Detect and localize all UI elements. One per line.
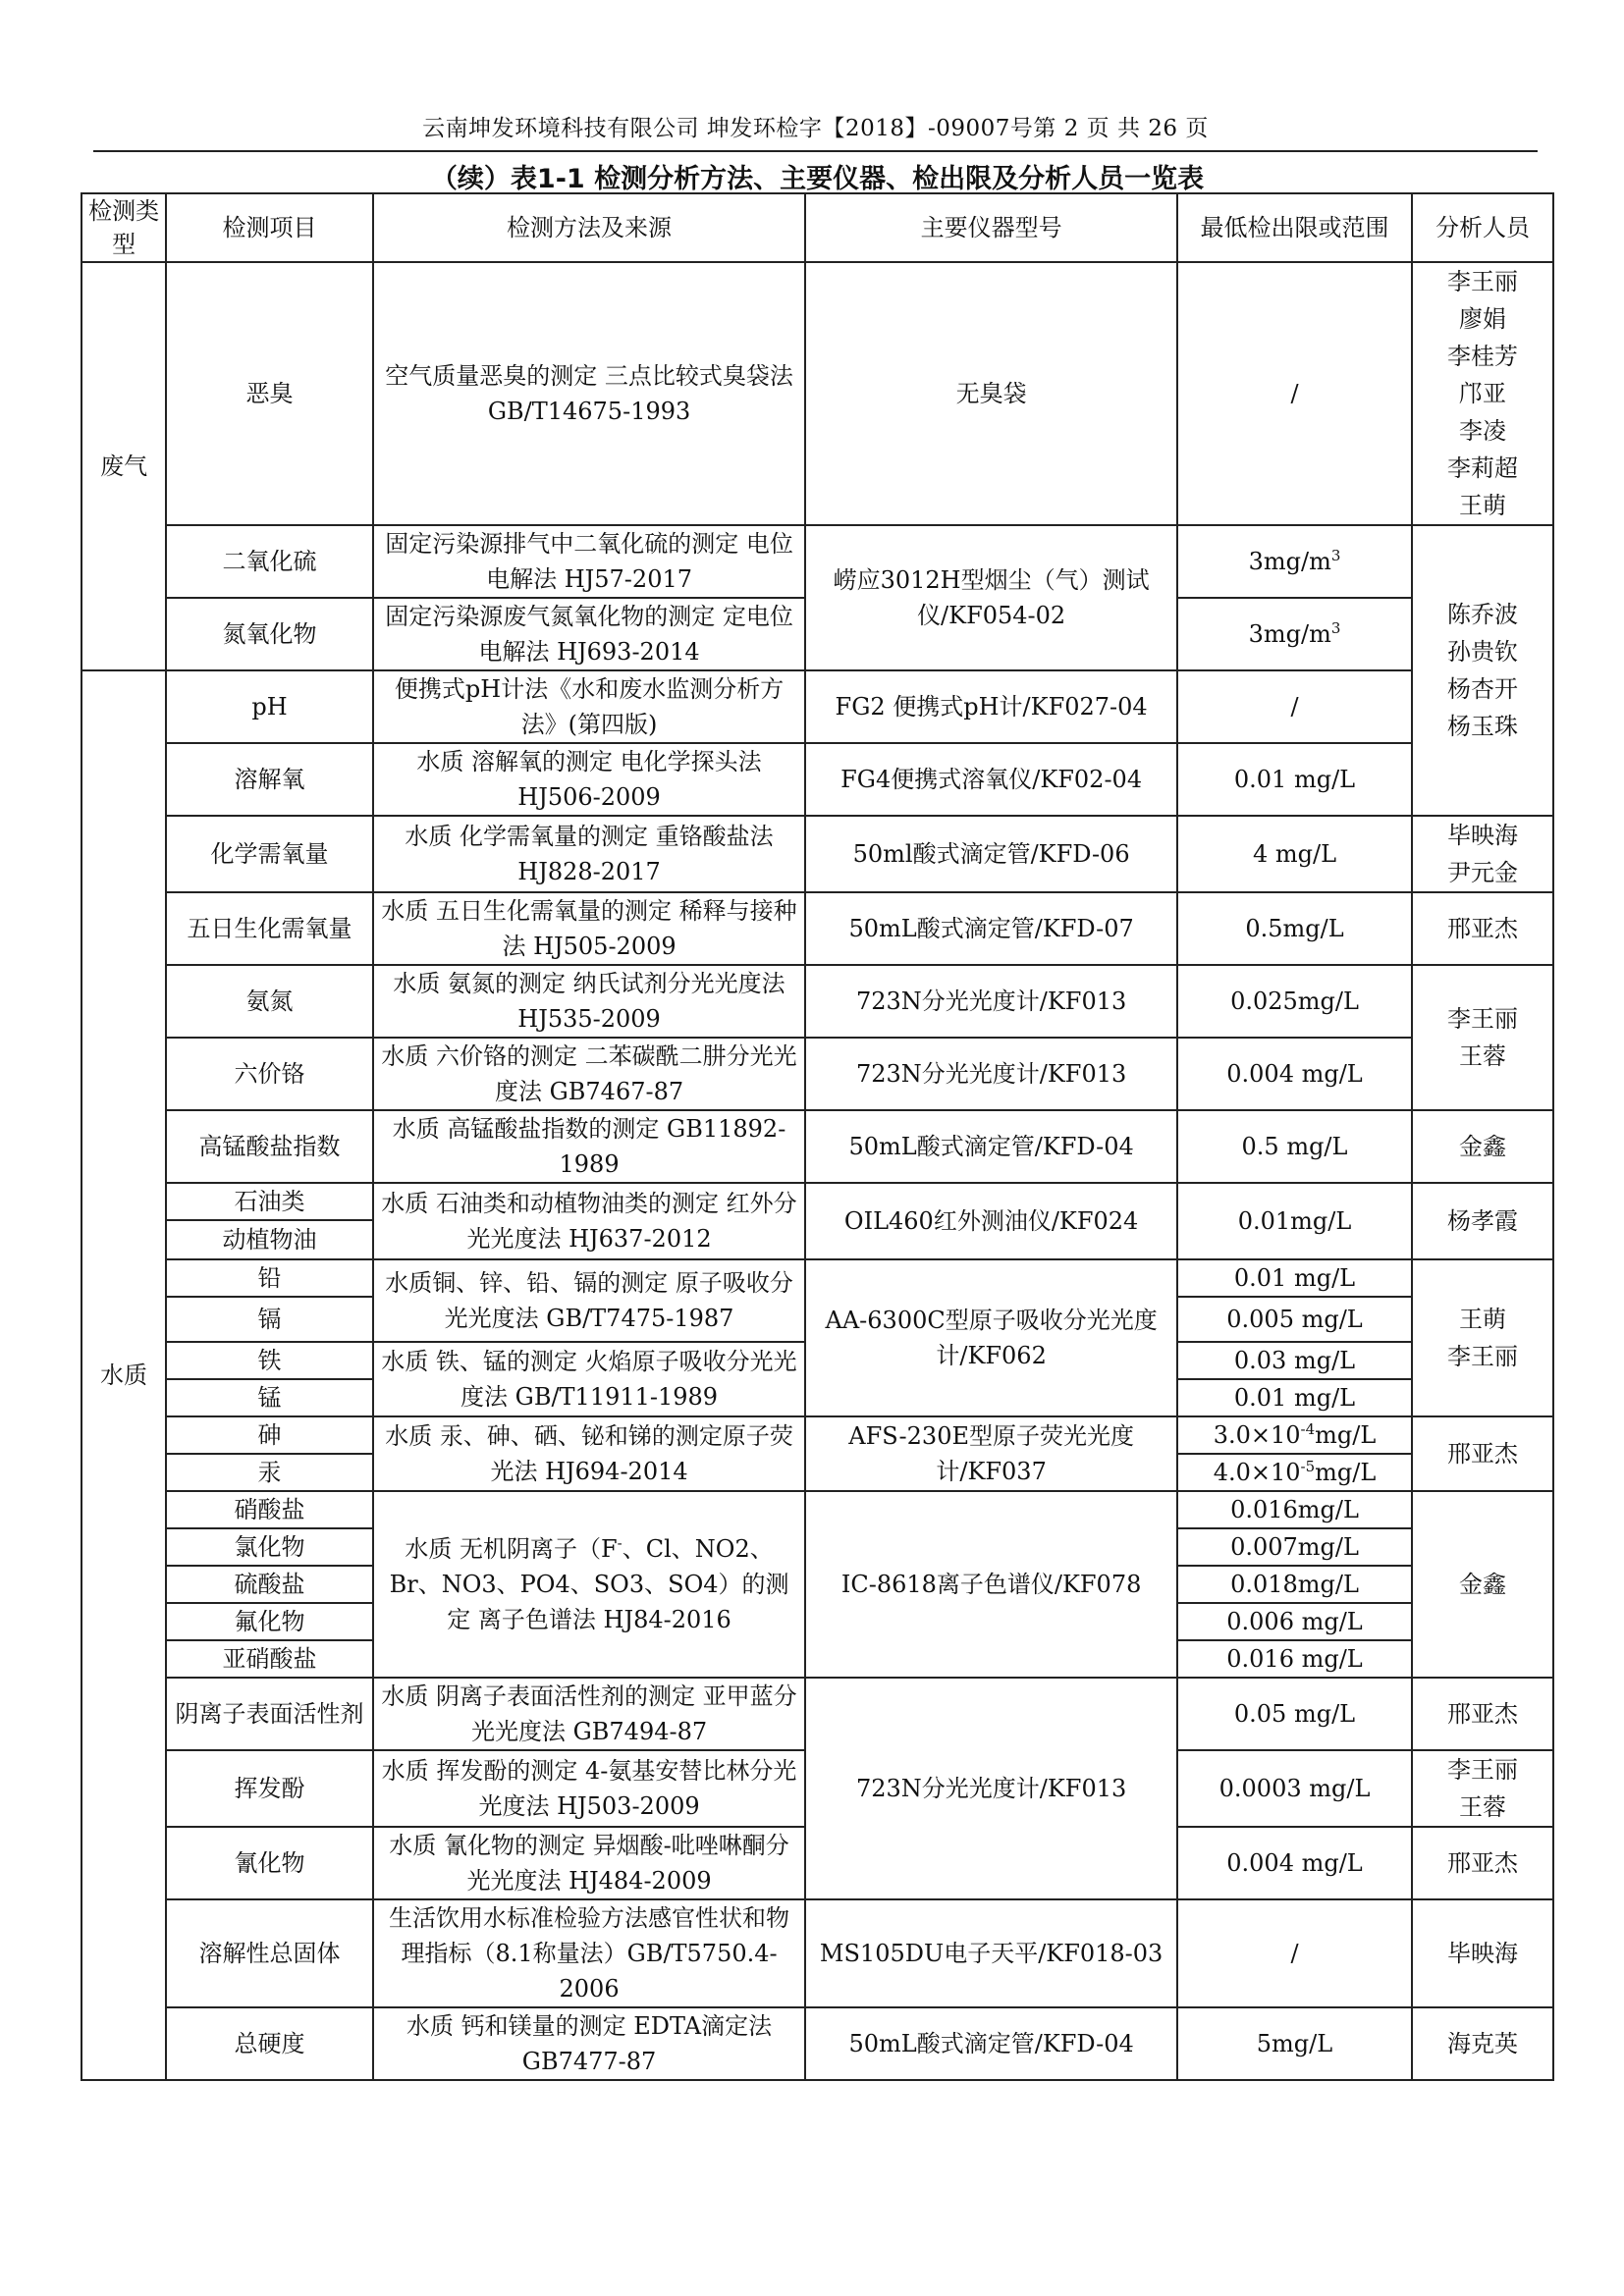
- item-cell: 五日生化需氧量: [166, 892, 372, 965]
- item-cell: 挥发酚: [166, 1750, 372, 1827]
- instrument-cell: AFS-230E型原子荧光光度计/KF037: [805, 1416, 1177, 1491]
- analyst-name: 李莉超: [1447, 454, 1519, 482]
- method-cell: 便携式pH计法《水和废水监测分析方法》(第四版): [373, 670, 806, 743]
- limit-cell: 0.016mg/L: [1177, 1491, 1412, 1528]
- limit-cell: 0.01 mg/L: [1177, 1259, 1412, 1297]
- analyst-cell: 杨孝霞: [1412, 1183, 1553, 1259]
- instrument-cell: 50ml酸式滴定管/KFD-06: [805, 816, 1177, 892]
- limit-superscript: 3: [1330, 619, 1341, 637]
- table-row: [81, 892, 1553, 965]
- analyst-cell: 邢亚杰: [1412, 1678, 1553, 1750]
- limit-text: 3mg/m: [1248, 620, 1331, 648]
- item-cell: 六价铬: [166, 1038, 372, 1110]
- col-header-type: 检测类型: [81, 193, 166, 262]
- limit-text: 4.0×10: [1213, 1459, 1301, 1486]
- limit-cell: 0.025mg/L: [1177, 965, 1412, 1038]
- limit-cell: 0.03 mg/L: [1177, 1342, 1412, 1379]
- col-header-instrument: 主要仪器型号: [805, 193, 1177, 262]
- limit-cell: 0.006 mg/L: [1177, 1603, 1412, 1640]
- method-cell: 生活饮用水标准检验方法感官性状和物理指标（8.1称量法）GB/T5750.4-2006: [373, 1899, 806, 2007]
- limit-cell: 0.004 mg/L: [1177, 1038, 1412, 1110]
- page-header: 云南坤发环境科技有限公司 坤发环检字【2018】-09007号第 2 页 共 26 页: [422, 116, 1209, 141]
- instrument-cell: MS105DU电子天平/KF018-03: [805, 1899, 1177, 2007]
- method-cell: 水质 化学需氧量的测定 重铬酸盐法 HJ828-2017: [373, 816, 806, 892]
- instrument-cell: 723N分光光度计/KF013: [805, 1678, 1177, 1899]
- analyst-name: 尹元金: [1447, 859, 1519, 886]
- table-title: （续）表1-1 检测分析方法、主要仪器、检出限及分析人员一览表: [430, 164, 1205, 194]
- table-row: [81, 743, 1553, 816]
- limit-cell: 0.016 mg/L: [1177, 1640, 1412, 1678]
- item-cell: 总硬度: [166, 2007, 372, 2080]
- header-rule: [93, 150, 1538, 152]
- analyst-name: 杨杏开: [1447, 675, 1519, 703]
- analyst-cell: [1412, 1750, 1553, 1827]
- instrument-cell: 50mL酸式滴定管/KFD-04: [805, 1110, 1177, 1183]
- analyst-name: 李桂芳: [1447, 343, 1519, 370]
- limit-cell: 0.01 mg/L: [1177, 1379, 1412, 1416]
- item-cell: 硫酸盐: [166, 1566, 372, 1603]
- item-cell: pH: [166, 670, 372, 743]
- charge-superscript: -: [617, 1534, 623, 1552]
- instrument-cell: 50mL酸式滴定管/KFD-04: [805, 2007, 1177, 2080]
- item-cell: 氰化物: [166, 1827, 372, 1899]
- table-row: [81, 1899, 1553, 2007]
- item-cell: 溶解氧: [166, 743, 372, 816]
- instrument-cell: 723N分光光度计/KF013: [805, 965, 1177, 1038]
- limit-cell: /: [1177, 670, 1412, 743]
- analyst-name: 王萌: [1459, 492, 1507, 519]
- analyst-name: 王蓉: [1459, 1793, 1507, 1821]
- analyst-name: 李王丽: [1447, 1756, 1519, 1784]
- instrument-cell: OIL460红外测油仪/KF024: [805, 1183, 1177, 1259]
- table-row: [81, 1491, 1553, 1528]
- analyst-cell: 邢亚杰: [1412, 1827, 1553, 1899]
- limit-cell: [1177, 525, 1412, 598]
- item-cell: 亚硝酸盐: [166, 1640, 372, 1678]
- col-header-method: 检测方法及来源: [373, 193, 806, 262]
- method-cell: 水质 阴离子表面活性剂的测定 亚甲蓝分光光度法 GB7494-87: [373, 1678, 806, 1750]
- method-cell: 水质 钙和镁量的测定 EDTA滴定法 GB7477-87: [373, 2007, 806, 2080]
- table-row: [81, 1259, 1553, 1297]
- method-text: 、Cl、NO2、Br、NO3、PO4、SO3、SO4）的测定 离子色谱法 HJ84-2016: [389, 1535, 789, 1633]
- item-cell: 动植物油: [166, 1220, 372, 1259]
- analyst-cell: 邢亚杰: [1412, 892, 1553, 965]
- item-cell: 锰: [166, 1379, 372, 1416]
- limit-cell: 0.5mg/L: [1177, 892, 1412, 965]
- method-cell: 固定污染源废气氮氧化物的测定 定电位电解法 HJ693-2014: [373, 598, 806, 670]
- table-row: [81, 1110, 1553, 1183]
- analyst-name: 王萌: [1459, 1306, 1507, 1333]
- limit-text: 3.0×10: [1213, 1421, 1301, 1449]
- limit-text: 3mg/m: [1248, 548, 1331, 575]
- analyst-name: 孙贵钦: [1447, 638, 1519, 666]
- limit-cell: [1177, 598, 1412, 670]
- item-cell: 硝酸盐: [166, 1491, 372, 1528]
- item-cell: 化学需氧量: [166, 816, 372, 892]
- instrument-cell: FG2 便携式pH计/KF027-04: [805, 670, 1177, 743]
- limit-cell: 0.01mg/L: [1177, 1183, 1412, 1259]
- table-row: [81, 816, 1553, 892]
- analyst-cell: 邢亚杰: [1412, 1416, 1553, 1491]
- instrument-cell: 50mL酸式滴定管/KFD-07: [805, 892, 1177, 965]
- limit-cell: 0.007mg/L: [1177, 1528, 1412, 1566]
- analyst-cell: [1412, 1259, 1553, 1416]
- analyst-name: 王蓉: [1459, 1042, 1507, 1070]
- limit-cell: [1177, 1454, 1412, 1491]
- table-header-row: [81, 193, 1553, 262]
- limit-cell: 0.5 mg/L: [1177, 1110, 1412, 1183]
- table-row: [81, 670, 1553, 743]
- analyst-cell: [1412, 816, 1553, 892]
- limit-cell: /: [1177, 262, 1412, 525]
- limit-unit: mg/L: [1315, 1421, 1377, 1449]
- category-water: 水质: [81, 670, 166, 2080]
- method-cell: 水质 五日生化需氧量的测定 稀释与接种法 HJ505-2009: [373, 892, 806, 965]
- item-cell: 镉: [166, 1297, 372, 1342]
- method-cell: 水质 铁、锰的测定 火焰原子吸收分光光度法 GB/T11911-1989: [373, 1342, 806, 1416]
- table-row: [81, 1038, 1553, 1110]
- method-cell: 水质 六价铬的测定 二苯碳酰二肼分光光度法 GB7467-87: [373, 1038, 806, 1110]
- table-row: [81, 262, 1553, 525]
- limit-cell: 0.005 mg/L: [1177, 1297, 1412, 1342]
- item-cell: 恶臭: [166, 262, 372, 525]
- method-cell: 水质 挥发酚的测定 4-氨基安替比林分光光度法 HJ503-2009: [373, 1750, 806, 1827]
- analyst-name: 李王丽: [1447, 1343, 1519, 1370]
- method-cell: 水质铜、锌、铅、镉的测定 原子吸收分光光度法 GB/T7475-1987: [373, 1259, 806, 1342]
- analyst-cell: 毕映海: [1412, 1899, 1553, 2007]
- instrument-cell: IC-8618离子色谱仪/KF078: [805, 1491, 1177, 1678]
- limit-cell: 0.01 mg/L: [1177, 743, 1412, 816]
- method-cell: 水质 氰化物的测定 异烟酸-吡唑啉酮分光光度法 HJ484-2009: [373, 1827, 806, 1899]
- item-cell: 氟化物: [166, 1603, 372, 1640]
- method-cell: 水质 石油类和动植物油类的测定 红外分光光度法 HJ637-2012: [373, 1183, 806, 1259]
- limit-cell: [1177, 1416, 1412, 1454]
- analyst-cell: [1412, 262, 1553, 525]
- analyst-cell: 海克英: [1412, 2007, 1553, 2080]
- col-header-item: 检测项目: [166, 193, 372, 262]
- item-cell: 阴离子表面活性剂: [166, 1678, 372, 1750]
- item-cell: 高锰酸盐指数: [166, 1110, 372, 1183]
- analyst-cell: 金鑫: [1412, 1110, 1553, 1183]
- col-header-analyst: 分析人员: [1412, 193, 1553, 262]
- limit-superscript: 3: [1330, 547, 1341, 564]
- item-cell: 氮氧化物: [166, 598, 372, 670]
- table-row: [81, 2007, 1553, 2080]
- instrument-cell: FG4便携式溶氧仪/KF02-04: [805, 743, 1177, 816]
- method-text: 水质 无机阴离子（F: [405, 1535, 618, 1563]
- item-cell: 氨氮: [166, 965, 372, 1038]
- instrument-cell: 无臭袋: [805, 262, 1177, 525]
- analyst-name: 李王丽: [1447, 268, 1519, 295]
- item-cell: 氯化物: [166, 1528, 372, 1566]
- method-cell: 水质 氨氮的测定 纳氏试剂分光光度法 HJ535-2009: [373, 965, 806, 1038]
- item-cell: 铅: [166, 1259, 372, 1297]
- analyst-name: 毕映海: [1447, 822, 1519, 849]
- limit-cell: 5mg/L: [1177, 2007, 1412, 2080]
- analyst-name: 廖娟: [1459, 305, 1507, 333]
- analyst-name: 李王丽: [1447, 1005, 1519, 1033]
- table-row: [81, 1183, 1553, 1220]
- instrument-cell: 723N分光光度计/KF013: [805, 1038, 1177, 1110]
- limit-cell: 4 mg/L: [1177, 816, 1412, 892]
- analyst-name: 陈乔波: [1447, 601, 1519, 628]
- analyst-name: 杨玉珠: [1447, 713, 1519, 740]
- limit-cell: 0.018mg/L: [1177, 1566, 1412, 1603]
- instrument-cell: 崂应3012H型烟尘（气）测试仪/KF054-02: [805, 525, 1177, 670]
- table-row: [81, 1678, 1553, 1750]
- item-cell: 汞: [166, 1454, 372, 1491]
- limit-cell: 0.004 mg/L: [1177, 1827, 1412, 1899]
- method-cell: 水质 汞、砷、硒、铋和锑的测定原子荧光法 HJ694-2014: [373, 1416, 806, 1491]
- category-waste-gas: 废气: [81, 262, 166, 670]
- analyst-name: 邝亚: [1459, 380, 1507, 407]
- item-cell: 砷: [166, 1416, 372, 1454]
- table-row: [81, 1416, 1553, 1454]
- limit-superscript: -4: [1300, 1420, 1316, 1438]
- method-cell: 空气质量恶臭的测定 三点比较式臭袋法 GB/T14675-1993: [373, 262, 806, 525]
- limit-cell: 0.05 mg/L: [1177, 1678, 1412, 1750]
- method-cell: 水质 高锰酸盐指数的测定 GB11892-1989: [373, 1110, 806, 1183]
- table-row: [81, 965, 1553, 1038]
- limit-cell: 0.0003 mg/L: [1177, 1750, 1412, 1827]
- method-cell: 水质 溶解氧的测定 电化学探头法 HJ506-2009: [373, 743, 806, 816]
- item-cell: 石油类: [166, 1183, 372, 1220]
- table-row: [81, 525, 1553, 598]
- method-cell: [373, 1491, 806, 1678]
- analyst-cell: [1412, 525, 1553, 816]
- item-cell: 二氧化硫: [166, 525, 372, 598]
- limit-unit: mg/L: [1315, 1459, 1377, 1486]
- analyst-name: 李凌: [1459, 417, 1507, 445]
- method-cell: 固定污染源排气中二氧化硫的测定 电位电解法 HJ57-2017: [373, 525, 806, 598]
- instrument-cell: AA-6300C型原子吸收分光光度计/KF062: [805, 1259, 1177, 1416]
- analyst-cell: 金鑫: [1412, 1491, 1553, 1678]
- col-header-limit: 最低检出限或范围: [1177, 193, 1412, 262]
- limit-cell: /: [1177, 1899, 1412, 2007]
- analyst-cell: [1412, 965, 1553, 1110]
- methods-table: [81, 192, 1554, 2081]
- item-cell: 铁: [166, 1342, 372, 1379]
- limit-superscript: -5: [1300, 1458, 1316, 1475]
- item-cell: 溶解性总固体: [166, 1899, 372, 2007]
